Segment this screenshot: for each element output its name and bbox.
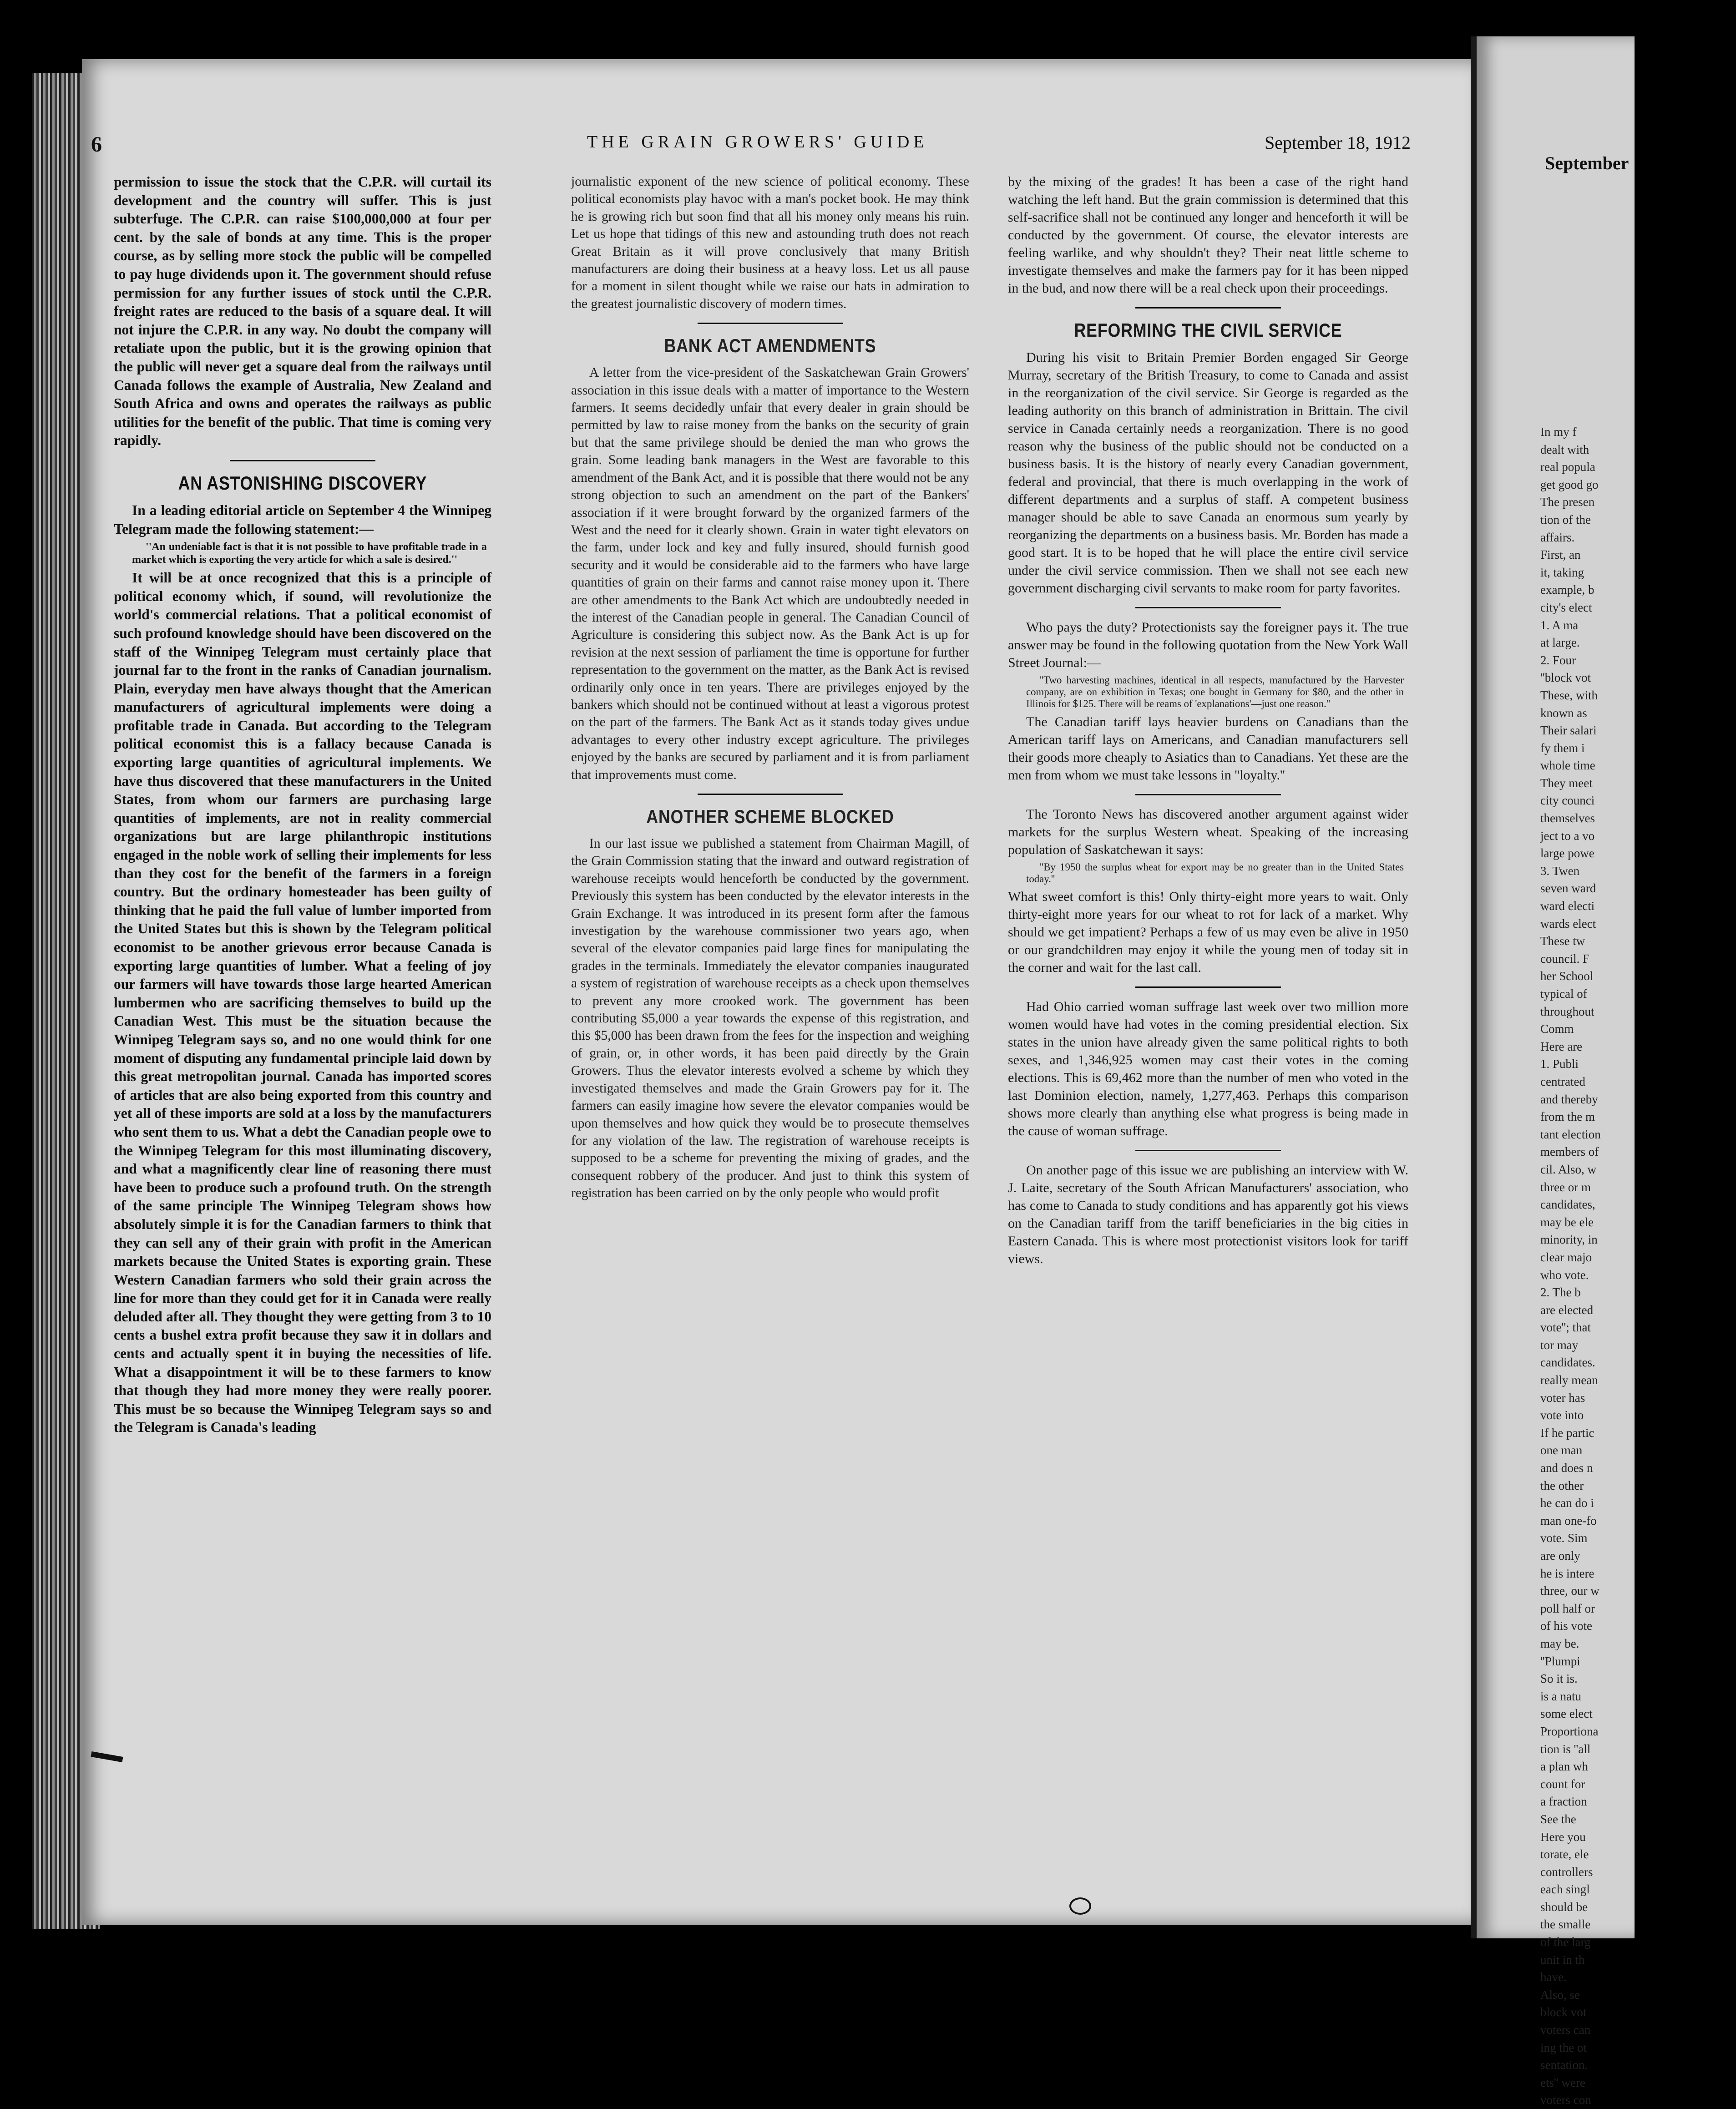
facing-page-line: dealt with — [1540, 442, 1589, 456]
paragraph: On another page of this issue we are publishing an interview with W. J. Laite, secretary of the South African Manufacturers' association, who has come to Canada to study conditions and has apparently got his views on the Canadian tariff from the tariff beneficiaries in the big cities in Eastern Canada. This is where most protectionist visitors look for tariff views. — [1008, 1163, 1408, 1267]
facing-page-line: may be ele — [1540, 1215, 1594, 1229]
headline-bank-act-amendments: BANK ACT AMENDMENTS — [664, 335, 876, 357]
facing-page-line: large powe — [1540, 846, 1594, 860]
facing-page-line: from the m — [1540, 1110, 1595, 1124]
facing-page-line: voter has — [1540, 1391, 1585, 1405]
facing-page-line: cil. Also, w — [1540, 1162, 1597, 1176]
facing-page-line: See the — [1540, 1812, 1576, 1826]
paragraph: The Canadian tariff lays heavier burdens on Canadians than the American tariff lays on Americans, and Canadian manufacturers sell their goods more cheaply to Asiatics than to Canadians. Yet these are the men from whom we must take lessons in ''loyalty.'' — [1008, 714, 1408, 783]
facing-page-line: vote''; that — [1540, 1320, 1591, 1335]
facing-page-line: typical of — [1540, 987, 1587, 1001]
facing-page-line: a plan wh — [1540, 1760, 1588, 1774]
facing-page-line: ''block vot — [1540, 671, 1591, 685]
facing-page-line: 3. Twen — [1540, 864, 1580, 878]
issue-date: September 18, 1912 — [1264, 132, 1411, 153]
facing-page-line: some elect — [1540, 1707, 1593, 1721]
divider — [1135, 986, 1281, 988]
headline-astonishing-discovery: AN ASTONISHING DISCOVERY — [178, 472, 427, 494]
facing-page-line: affairs. — [1540, 530, 1575, 544]
facing-page-line: wards elect — [1540, 916, 1596, 931]
facing-page-line: minority, in — [1540, 1233, 1598, 1247]
facing-page-line: 1. Publi — [1540, 1057, 1579, 1071]
facing-page-line: three, our w — [1540, 1584, 1599, 1598]
paragraph: permission to issue the stock that the C.P.R. will curtail its development and the country will suffer. This is just subterfuge. The C.P.R. can raise $100,000,000 at four per cent. by the sale of bonds at any time. This is the proper course, as by selling more stock the public will be compelled to pay huge dividends upon it. The government should refuse permission for any further issues of stock until the C.P.R. freight rates are reduced to the basis of a square deal. It will not injure the C.P.R. in any way. No doubt the company will retaliate upon the public, but it is the growing opinion that the public will never get a square deal from the railways until Canada follows the example of Australia, New Zealand and South Africa and owns and operates the railways as public utilities for the benefit of the public. That time is coming very rapidly. — [114, 174, 491, 449]
column-2 — [571, 173, 969, 1202]
facing-page-line: are only — [1540, 1549, 1580, 1563]
facing-page-line: tor may — [1540, 1338, 1579, 1352]
facing-page-text — [1540, 423, 1736, 2109]
facing-page-line: voters can — [1540, 2023, 1591, 2037]
facing-page-line: Here you — [1540, 1830, 1586, 1844]
facing-page-line: fy them i — [1540, 741, 1585, 755]
facing-page-line: a fraction — [1540, 1795, 1587, 1809]
facing-page-line: really mean — [1540, 1373, 1598, 1387]
facing-page-line: ets'' were — [1540, 2075, 1585, 2089]
facing-page-line: sentation. — [1540, 2058, 1588, 2072]
quotation: ''An undeniable fact is that it is not possible to have profitable trade in a market which is exporting the very article for which a sale is desired.'' — [132, 541, 487, 566]
facing-page-line: man one-fo — [1540, 1513, 1597, 1527]
paragraph: It will be at once recognized that this is a principle of political economy which, if sound, will revolutionize the world's commercial relations. That a political economist of such profound knowledge should have been discovered on the staff of the Winnipeg Telegram must certainly place that journal far to the front in the ranks of Canadian journalism. Plain, everyday men have always thought that the American manufacturers of agricultural implements were doing a profitable trade in Canada. But according to the Telegram political economist this is a fallacy because Canada is exporting large quantities of agricultural implements. We have thus discovered that these manufacturers in the United States, from whom our farmers are purchasing large quantities of implements, are not in reality commercial organizations but are large philanthropic institutions engaged in the noble work of selling their implements for less than they cost for the benefit of the farmers in a foreign country. But the ordinary homesteader has been guilty of thinking that he paid the full value of lumber imported from the United States but this is shown by the Telegram political economist to be another grievous error because Canada is exporting large quantities of lumber. What a feeling of joy our farmers will have towards those large hearted American lumbermen who are sacrificing themselves to build up the Canadian West. This must be the situation because the Winnipeg Telegram says so, and no one would think for one moment of disputing any fundamental principle laid down by this great metropolitan journal. Canada has imported scores of articles that are also being exported from this country and yet all of these imports are sold at a loss by the manufacturers who sent them to us. What a debt the Canadian people owe to the Winnipeg Telegram for this most illuminating discovery, and what a magnificently clear line of reasoning there must have been to produce such a profound truth. On the strength of the same principle The Winnipeg Telegram shows how absolutely simple it is for the Canadian farmers to think that they can sell any of their grain with profit in the American markets because the United States is exporting grain. These Western Canadian farmers who sold their grain across the line for more than they could get for it in Canada were really deluded after all. They thought they were getting from 3 to 10 cents a bushel extra profit because they saw it in dollars and cents and actually spent it in buying the necessities of life. What a disappointment it will be to these farmers to know that though they had more money they were really poorer. This must be so because the Winnipeg Telegram says so and the Telegram is Canada's leading — [114, 570, 492, 1436]
paragraph: by the mixing of the grades! It has been a case of the right hand watching the left hand. But the grain commission is determined that this self-sacrifice shall not be continued any longer and henceforth it will be conducted by the government. Of course, the elevator interests are feeling warlike, and why shouldn't they? Their neat little scheme to investigate themselves and make the farmers pay for it has been nipped in the bud, and now there will be a real check upon their proceedings. — [1008, 174, 1408, 296]
paragraph: A letter from the vice-president of the Saskatchewan Grain Growers' association in this issue deals with a matter of importance to the Western farmers. It seems decidedly unfair that every dealer in grain should be permitted by law to raise money from the banks on the security of grain but that the same privilege should be denied the man who grows the grain. Some leading bank managers in the West are favorable to this amendment of the Bank Act, and it is possible that there would not be any strong objection to such an amendment on the part of the Bankers' association if it were brought forward by the organized farmers of the West and the need for it clearly shown. Grain in water tight elevators on the farm, under lock and key and fully insured, should furnish good security and it would be considerable aid to the farmers who have large quantities of grain on their farms and cannot raise money upon it. There are other amendments to the Bank Act which are undoubtedly needed in the interest of the Canadian people in general. The Canadian Council of Agriculture is considering this subject now. As the Bank Act is up for revision at the next session of parliament the time is opportune for further representation to the government on the matter, as the Bank Act is revised ordinarily only once in ten years. There are privileges enjoyed by the bankers which should not be continued without at least a vigorous protest on the part of the farmers. The Bank Act as it stands today gives undue advantages to every other industry except agriculture. The privileges enjoyed by the banks are secured by parliament and it is from parliament that improvements must come. — [571, 365, 969, 782]
facing-page-date: September — [1545, 153, 1629, 173]
facing-page-line: These tw — [1540, 934, 1585, 948]
facing-page-line: example, b — [1540, 583, 1594, 597]
masthead: THE GRAIN GROWERS' GUIDE — [587, 132, 928, 152]
facing-page-line: themselves — [1540, 811, 1595, 825]
facing-page-line: who vote. — [1540, 1268, 1589, 1282]
paragraph: In our last issue we published a statement from Chairman Magill, of the Grain Commission stating that the inward and outward registration of warehouse receipts would henceforth be conducted by the government. Previously this system has been conducted by the elevator interests in the Grain Exchange. It was introduced in its present form after the famous investigation by the warehouse commissioner two years ago, when several of the elevator companies paid large fines for manipulating the grades in the terminals. Immediately the elevator companies inaugurated a system of registration of warehouse receipts as a check upon themselves to prevent any more crooked work. The government has been contributing $5,000 a year towards the expense of this registration, and this $5,000 has been drawn from the fees for the inspection and weighing of grain, or, in other words, it has been paid directly by the Grain Growers. Thus the elevator interests evolved a scheme by which they investigated themselves and made the Grain Growers pay for it. The farmers can easily imagine how severe the elevator companies would be upon themselves and how quick they would be to prosecute themselves for any violation of the law. The registration of warehouse receipts is supposed to be a scheme for preventing the mixing of grades, and the consequent robbery of the producer. And just to think this system of registration has been carried on by the only people who would profit — [571, 836, 969, 1201]
page-number: 6 — [91, 132, 102, 157]
divider — [698, 323, 843, 324]
paragraph: Who pays the duty? Protectionists say the foreigner pays it. The true answer may be found in the following quotation from the New York Wall Street Journal:— — [1008, 620, 1408, 670]
column-3 — [1008, 173, 1408, 1268]
facing-page-line: real popula — [1540, 460, 1595, 474]
divider — [1135, 307, 1281, 309]
facing-page-line: centrated — [1540, 1074, 1585, 1088]
facing-page-line: So it is. — [1540, 1672, 1578, 1686]
facing-page-line: In my f — [1540, 425, 1577, 439]
facing-page-line: he is intere — [1540, 1566, 1594, 1580]
quotation: ''By 1950 the surplus wheat for export may be no greater than in the United States today.'' — [1026, 861, 1404, 885]
facing-page-line: candidates. — [1540, 1355, 1595, 1370]
column-1 — [114, 173, 491, 1437]
facing-page — [1477, 36, 1635, 2107]
facing-page-line: are elected — [1540, 1303, 1594, 1317]
facing-page-line: city's elect — [1540, 600, 1592, 614]
facing-page-line: 1. A ma — [1540, 618, 1579, 632]
facing-page-line: vote. Sim — [1540, 1531, 1588, 1545]
facing-page-line: one man — [1540, 1443, 1583, 1457]
facing-page-line: known as — [1540, 706, 1587, 720]
facing-page-line: poll half or — [1540, 1601, 1595, 1615]
facing-page-line: Comm — [1540, 1022, 1574, 1036]
facing-page-line: tant election — [1540, 1127, 1601, 1141]
divider — [1135, 607, 1281, 608]
paragraph: What sweet comfort is this! Only thirty-eight more years to wait. Only thirty-eight more years for our wheat to rot for lack of a market. Why should we get impatient? Perhaps a few of us may even be alive in 1950 or our grandchildren may enjoy it while the young men of today sit in the corner and wait for the last call. — [1008, 889, 1408, 976]
facing-page-line: controllers — [1540, 1865, 1593, 1879]
headline-reforming-civil-service: REFORMING THE CIVIL SERVICE — [1074, 319, 1342, 341]
facing-page-line: ject to a vo — [1540, 829, 1595, 843]
facing-page-line: block vot — [1540, 2005, 1587, 2019]
paragraph: journalistic exponent of the new science of political economy. These political economists play havoc with a man's pocket book. He may think he is growing rich but soon find that all his money only means his ruin. Let us hope that tidings of this new and astounding truth does not reach Great Britain as it will prove conclusively that many British manufacturers are doing their business at a heavy loss. Let us all pause for a moment in silent thought while we raise our hats in admiration to the greatest journalistic discovery of modern times. — [571, 174, 969, 311]
facing-page-line: They meet — [1540, 776, 1593, 790]
paragraph: Had Ohio carried woman suffrage last week over two million more women would have had votes in the coming presidential election. Six states in the union have already given the same political rights to both sexes, and 1,346,925 women may cast their votes in the coming elections. This is 69,462 more than the number of men who voted in the last Dominion election, namely, 1,277,463. Perhaps this comparison shows more clearly than anything else what progress is being made in the cause of woman suffrage. — [1008, 999, 1408, 1139]
facing-page-line: is a natu — [1540, 1689, 1581, 1703]
facing-page-line: throughout — [1540, 1004, 1594, 1018]
headline-another-scheme-blocked: ANOTHER SCHEME BLOCKED — [646, 806, 894, 827]
facing-page-line: ward electi — [1540, 899, 1595, 913]
facing-page-line: seven ward — [1540, 881, 1596, 895]
facing-page-line: of his vote — [1540, 1619, 1592, 1633]
facing-page-line: may be. — [1540, 1636, 1579, 1650]
page-header — [91, 132, 1411, 159]
facing-page-line: vote into — [1540, 1408, 1584, 1422]
paragraph: In a leading editorial article on September 4 the Winnipeg Telegram made the following statement:— — [114, 502, 491, 537]
facing-page-line: get good go — [1540, 477, 1599, 491]
paragraph: The Toronto News has discovered another argument against wider markets for the surplus Western wheat. Speaking of the increasing population of Saskatchewan it says: — [1008, 806, 1408, 857]
facing-page-line: should be — [1540, 1900, 1588, 1914]
facing-page-line: at large. — [1540, 636, 1580, 650]
facing-page-line: Also, se — [1540, 1988, 1580, 2002]
divider — [1135, 794, 1281, 795]
facing-page-line: three or m — [1540, 1180, 1591, 1194]
facing-page-line: First, an — [1540, 548, 1581, 562]
facing-page-line: clear majo — [1540, 1250, 1592, 1264]
facing-page-line: unit in th — [1540, 1952, 1585, 1967]
facing-page-line: and does n — [1540, 1461, 1593, 1475]
facing-page-line: Here are — [1540, 1039, 1583, 1053]
divider — [230, 460, 375, 461]
facing-page-line: The presen — [1540, 495, 1595, 509]
facing-page-line: of the larg — [1540, 1935, 1591, 1949]
facing-page-line: whole time — [1540, 759, 1595, 773]
facing-page-line: and thereby — [1540, 1092, 1598, 1106]
facing-page-line: have. — [1540, 1970, 1567, 1984]
quotation: ''Two harvesting machines, identical in all respects, manufactured by the Harvester company, are on exhibition in Texas; one bought in Germany for $80, and the other in Illinois for $125. There will be reams of 'explanations'—just one reason.'' — [1026, 674, 1404, 710]
facing-page-line: These, with — [1540, 688, 1598, 702]
facing-page-line: ''Plumpi — [1540, 1654, 1580, 1668]
facing-page-line: 2. The b — [1540, 1285, 1581, 1300]
facing-page-line: he can do i — [1540, 1496, 1594, 1510]
facing-page-line: members of — [1540, 1145, 1599, 1159]
facing-page-line: tion of the — [1540, 512, 1591, 526]
facing-page-line: ing the ot — [1540, 2040, 1587, 2054]
facing-page-line: Proportiona — [1540, 1724, 1599, 1738]
facing-page-line: 2. Four — [1540, 653, 1576, 667]
divider — [1135, 1150, 1281, 1151]
facing-page-line: each singl — [1540, 1882, 1590, 1897]
facing-page-line: candidates, — [1540, 1198, 1595, 1212]
ink-speck — [1069, 1897, 1091, 1915]
facing-page-line: tion is ''all — [1540, 1742, 1591, 1756]
paragraph: During his visit to Britain Premier Borden engaged Sir George Murray, secretary of the British Treasury, to come to Canada and assist in the reorganization of the civil service. Sir George is regarded as the leading authority on this branch of administration in Brittain. The civil service in Canada certainly needs a reorganization. There is no good reason why the business of the public should not be conducted on a business basis. It is the history of nearly every Canadian government, federal and provincial, that there is much overlapping in the work of different departments and a surplus of staff. A competent business manager should be able to save Canada an enormous sum yearly by reorganizing the departments on a business basis. Mr. Borden has made a good start. It is to be hoped that he will place the entire civil service under the civil service commission. Then we shall not see each new government discharging civil servants to make room for party favorites. — [1008, 350, 1408, 596]
facing-page-line: count for — [1540, 1777, 1585, 1791]
facing-page-line: her School — [1540, 969, 1594, 983]
facing-page-line: the other — [1540, 1478, 1584, 1492]
facing-page-line: torate, ele — [1540, 1847, 1589, 1861]
facing-page-line: Their salari — [1540, 723, 1597, 738]
facing-page-line: council. F — [1540, 951, 1589, 966]
facing-page-line: voters con — [1540, 2093, 1591, 2107]
facing-page-line: city counci — [1540, 794, 1595, 808]
facing-page-line: the smalle — [1540, 1917, 1591, 1932]
divider — [698, 794, 843, 795]
facing-page-line: it, taking — [1540, 565, 1584, 579]
facing-page-line: If he partic — [1540, 1426, 1594, 1440]
